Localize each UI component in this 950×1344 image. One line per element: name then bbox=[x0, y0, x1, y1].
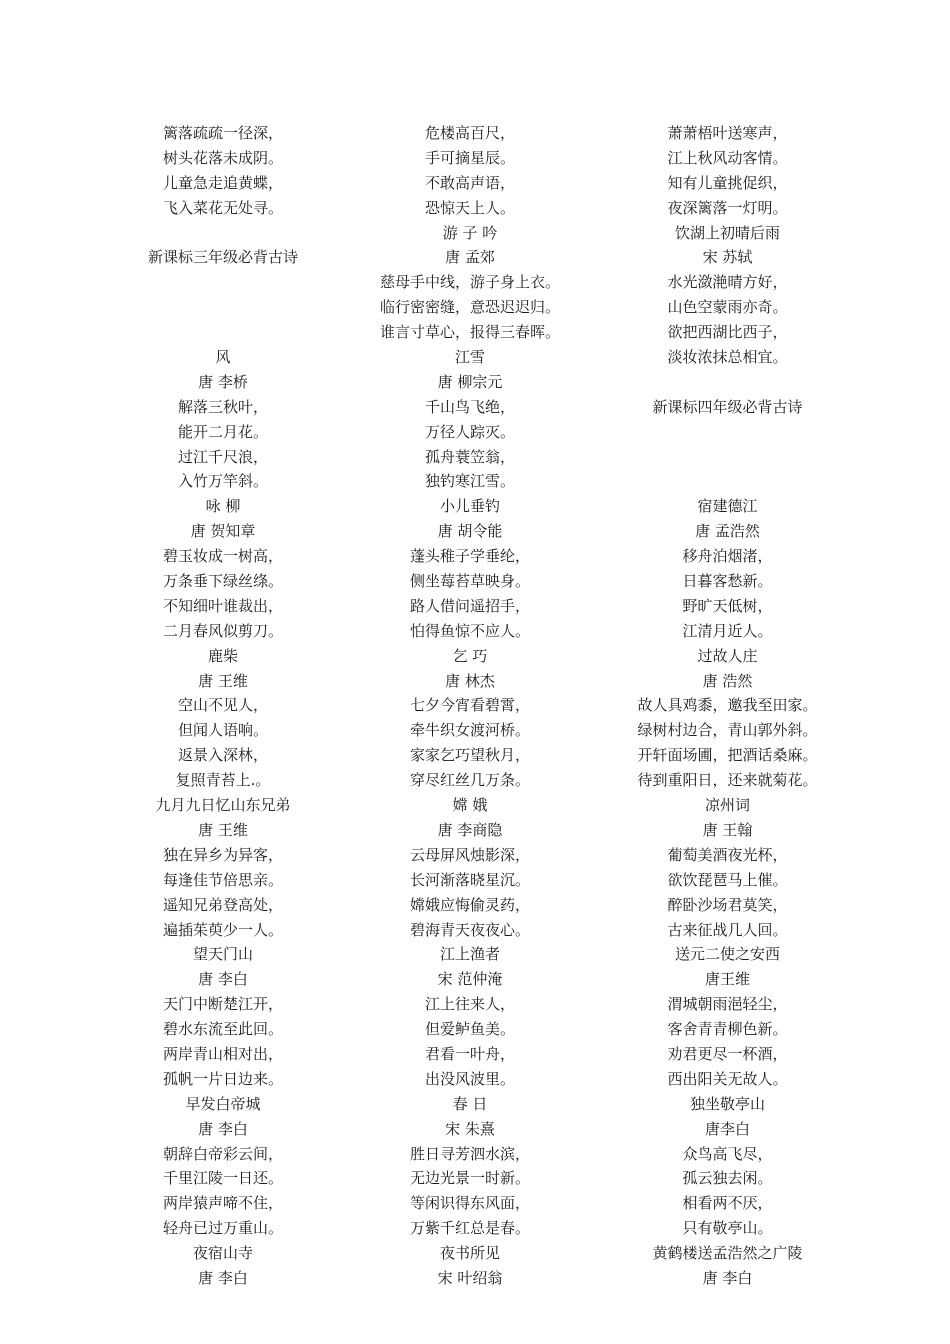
poem-line: 鹿柴 bbox=[207, 646, 238, 665]
poem-line: 乞 巧 bbox=[452, 646, 488, 665]
poem-line: 遍插茱萸少一人。 bbox=[162, 920, 283, 939]
poem-line: 望天门山 bbox=[192, 945, 253, 964]
poem-line: 野旷天低树， bbox=[682, 596, 773, 615]
poem-line: 返景入深林， bbox=[177, 746, 268, 765]
poem-line: 唐 李白 bbox=[198, 970, 248, 989]
poem-line: 知有儿童挑促织， bbox=[667, 173, 788, 192]
poem-line: 唐 孟浩然 bbox=[695, 522, 760, 541]
poem-line: 遥知兄弟登高处， bbox=[162, 895, 283, 914]
poem-line: 怕得鱼惊不应人。 bbox=[409, 621, 530, 640]
poem-line: 游 子 吟 bbox=[442, 223, 498, 242]
poem-line: 碧海青天夜夜心。 bbox=[409, 920, 530, 939]
poem-line: 新课标四年级必背古诗 bbox=[652, 397, 803, 416]
poem-line: 夜宿山寺 bbox=[192, 1244, 253, 1263]
poem-line: 夜书所见 bbox=[439, 1244, 500, 1263]
poem-line bbox=[605, 469, 850, 494]
poem-line: 朝辞白帝彩云间， bbox=[162, 1144, 283, 1163]
poem-line: 空山不见人， bbox=[177, 696, 268, 715]
poem-line: 孤舟蓑笠翁， bbox=[424, 447, 515, 466]
poem-line: 小儿垂钓 bbox=[439, 497, 500, 516]
poem-line: 君看一叶舟， bbox=[424, 1044, 515, 1063]
poem-line: 天门中断楚江开， bbox=[162, 995, 283, 1014]
poem-line: 早发白帝城 bbox=[185, 1094, 261, 1113]
poem-column-right bbox=[605, 121, 850, 1291]
poem-line: 西出阳关无故人。 bbox=[667, 1069, 788, 1088]
poem-line: 故人具鸡黍，邀我至田家。 bbox=[637, 696, 818, 715]
poem-line: 儿童急走追黄蝶， bbox=[162, 173, 283, 192]
poem-line: 谁言寸草心，报得三春晖。 bbox=[379, 323, 560, 342]
poem-line: 无边光景一时新。 bbox=[409, 1169, 530, 1188]
poem-line: 江清月近人。 bbox=[682, 621, 773, 640]
poem-line: 孤帆一片日边来。 bbox=[162, 1069, 283, 1088]
poem-line: 家家乞巧望秋月， bbox=[409, 746, 530, 765]
poem-line bbox=[605, 370, 850, 395]
poem-line: 宋 范仲淹 bbox=[437, 970, 503, 989]
poem-line bbox=[605, 445, 850, 470]
poem-line: 江上渔者 bbox=[439, 945, 500, 964]
poem-line: 危楼高百尺， bbox=[424, 124, 515, 142]
poem-line: 九月九日忆山东兄弟 bbox=[155, 796, 291, 815]
poem-line: 渭城朝雨浥轻尘， bbox=[667, 995, 788, 1014]
poem-line: 唐 王维 bbox=[198, 820, 248, 839]
poem-line: 江上往来人， bbox=[424, 995, 515, 1014]
poem-line: 待到重阳日，还来就菊花。 bbox=[637, 771, 818, 790]
poem-line: 饮湖上初晴后雨 bbox=[674, 223, 780, 242]
poem-line: 侧坐莓苔草映身。 bbox=[409, 572, 530, 591]
poem-line: 夜深篱落一灯明。 bbox=[667, 198, 788, 217]
poem-line bbox=[110, 320, 336, 345]
poem-line: 宋 叶绍翁 bbox=[437, 1268, 503, 1287]
poem-line: 唐 王维 bbox=[198, 671, 248, 690]
poem-line: 牵牛织女渡河桥。 bbox=[409, 721, 530, 740]
poem-line: 江雪 bbox=[454, 348, 485, 367]
poem-line: 唐李白 bbox=[704, 1119, 750, 1138]
poem-line: 碧玉妆成一树高， bbox=[162, 547, 283, 566]
poem-line bbox=[110, 295, 336, 320]
poem-line: 每逢佳节倍思亲。 bbox=[162, 870, 283, 889]
poem-line: 客舍青青柳色新。 bbox=[667, 1020, 788, 1039]
poem-line: 万径人踪灭。 bbox=[424, 422, 515, 441]
poem-line: 唐王维 bbox=[704, 970, 750, 989]
poem-line: 独钓寒江雪。 bbox=[424, 472, 515, 491]
poem-line: 醉卧沙场君莫笑， bbox=[667, 895, 788, 914]
poem-line: 唐 李桥 bbox=[198, 372, 248, 391]
poem-line: 劝君更尽一杯酒， bbox=[667, 1044, 788, 1063]
poem-line: 过故人庄 bbox=[697, 646, 758, 665]
poem-line: 解落三秋叶， bbox=[177, 397, 268, 416]
poem-column-left bbox=[110, 121, 336, 1291]
poem-line: 送元二使之安西 bbox=[674, 945, 780, 964]
poem-line: 能开二月花。 bbox=[177, 422, 268, 441]
poem-line: 新课标三年级必背古诗 bbox=[147, 248, 298, 267]
poem-column-middle bbox=[355, 121, 585, 1291]
poem-line: 不敢高声语， bbox=[424, 173, 515, 192]
poem-line: 千里江陵一日还。 bbox=[162, 1169, 283, 1188]
poem-line: 萧萧梧叶送寒声， bbox=[667, 124, 788, 142]
poem-line: 等闲识得东风面， bbox=[409, 1194, 530, 1213]
poem-line: 不知细叶谁裁出， bbox=[162, 596, 283, 615]
poem-line: 两岸青山相对出， bbox=[162, 1044, 283, 1063]
poem-line bbox=[110, 270, 336, 295]
poem-line: 春 日 bbox=[452, 1094, 488, 1113]
poem-line: 只有敬亭山。 bbox=[682, 1219, 773, 1238]
poem-line bbox=[110, 221, 336, 246]
poem-line: 凉州词 bbox=[704, 796, 750, 815]
poem-line: 蓬头稚子学垂纶， bbox=[409, 547, 530, 566]
poem-line: 唐 胡令能 bbox=[437, 522, 503, 541]
poem-line: 飞入菜花无处寻。 bbox=[162, 198, 283, 217]
poem-line: 千山鸟飞绝， bbox=[424, 397, 515, 416]
poem-line: 长河渐落晓星沉。 bbox=[409, 870, 530, 889]
poem-line: 二月春风似剪刀。 bbox=[162, 621, 283, 640]
poem-line: 万条垂下绿丝绦。 bbox=[162, 572, 283, 591]
poem-line: 但爱鲈鱼美。 bbox=[424, 1020, 515, 1039]
poem-line: 入竹万竿斜。 bbox=[177, 472, 268, 491]
poem-line: 碧水东流至此回。 bbox=[162, 1020, 283, 1039]
poem-line: 唐 孟郊 bbox=[445, 248, 495, 267]
poem-line: 独在异乡为异客， bbox=[162, 845, 283, 864]
poem-line bbox=[605, 420, 850, 445]
poem-line: 唐 李白 bbox=[198, 1119, 248, 1138]
poem-line: 独坐敬亭山 bbox=[689, 1094, 765, 1113]
poem-line: 轻舟已过万重山。 bbox=[162, 1219, 283, 1238]
poem-line: 复照青苔上.。 bbox=[175, 771, 271, 790]
poem-line: 葡萄美酒夜光杯， bbox=[667, 845, 788, 864]
poem-line: 唐 林杰 bbox=[445, 671, 495, 690]
poem-line: 唐 贺知章 bbox=[190, 522, 256, 541]
poem-line: 恐惊天上人。 bbox=[424, 198, 515, 217]
poem-line: 唐 李白 bbox=[702, 1268, 753, 1287]
poem-line: 咏 柳 bbox=[205, 497, 241, 516]
poem-line: 篱落疏疏一径深， bbox=[162, 124, 283, 142]
poem-line: 唐 李商隐 bbox=[437, 820, 503, 839]
poem-line: 日暮客愁新。 bbox=[682, 572, 773, 591]
poem-line: 风 bbox=[215, 348, 231, 367]
poem-line: 水光潋滟晴方好， bbox=[667, 273, 788, 292]
poem-line: 宿建德江 bbox=[697, 497, 758, 516]
poem-line: 开轩面场圃，把酒话桑麻。 bbox=[637, 746, 818, 765]
poem-line: 嫦娥应悔偷灵药， bbox=[409, 895, 530, 914]
poem-line: 穿尽红丝几万条。 bbox=[409, 771, 530, 790]
poem-line: 欲把西湖比西子， bbox=[667, 323, 788, 342]
poem-line: 山色空蒙雨亦奇。 bbox=[667, 298, 788, 317]
poem-line: 绿树村边合，青山郭外斜。 bbox=[637, 721, 818, 740]
poem-line: 唐 浩然 bbox=[702, 671, 753, 690]
poem-line: 云母屏风烛影深， bbox=[409, 845, 530, 864]
poem-line: 唐 李白 bbox=[198, 1268, 248, 1287]
poem-line: 嫦 娥 bbox=[452, 796, 488, 815]
poem-line: 树头花落未成阴。 bbox=[162, 148, 283, 167]
poem-line: 孤云独去闲。 bbox=[682, 1169, 773, 1188]
poem-line: 欲饮琵琶马上催。 bbox=[667, 870, 788, 889]
poem-line: 路人借问遥招手， bbox=[409, 596, 530, 615]
poem-line: 七夕今宵看碧霄， bbox=[409, 696, 530, 715]
poem-line: 出没风波里。 bbox=[424, 1069, 515, 1088]
poem-line: 胜日寻芳泗水滨， bbox=[409, 1144, 530, 1163]
poem-line: 黄鹤楼送孟浩然之广陵 bbox=[652, 1244, 803, 1263]
poem-line: 宋 朱熹 bbox=[445, 1119, 495, 1138]
poem-line: 古来征战几人回。 bbox=[667, 920, 788, 939]
poem-line: 众鸟高飞尽， bbox=[682, 1144, 773, 1163]
poem-line: 唐 王翰 bbox=[702, 820, 753, 839]
poem-line: 淡妆浓抹总相宜。 bbox=[667, 348, 788, 367]
poem-line: 移舟泊烟渚， bbox=[682, 547, 773, 566]
poem-line: 江上秋风动客情。 bbox=[667, 148, 788, 167]
poem-line: 临行密密缝，意恐迟迟归。 bbox=[379, 298, 560, 317]
poem-line: 但闻人语响。 bbox=[177, 721, 268, 740]
poem-line: 慈母手中线，游子身上衣。 bbox=[379, 273, 560, 292]
poem-line: 手可摘星辰。 bbox=[424, 148, 515, 167]
poem-line: 万紫千红总是春。 bbox=[409, 1219, 530, 1238]
poem-line: 两岸猿声啼不住， bbox=[162, 1194, 283, 1213]
poem-line: 相看两不厌， bbox=[682, 1194, 773, 1213]
poem-line: 过江千尺浪， bbox=[177, 447, 268, 466]
poem-line: 宋 苏轼 bbox=[702, 248, 753, 267]
poem-line: 唐 柳宗元 bbox=[437, 372, 503, 391]
